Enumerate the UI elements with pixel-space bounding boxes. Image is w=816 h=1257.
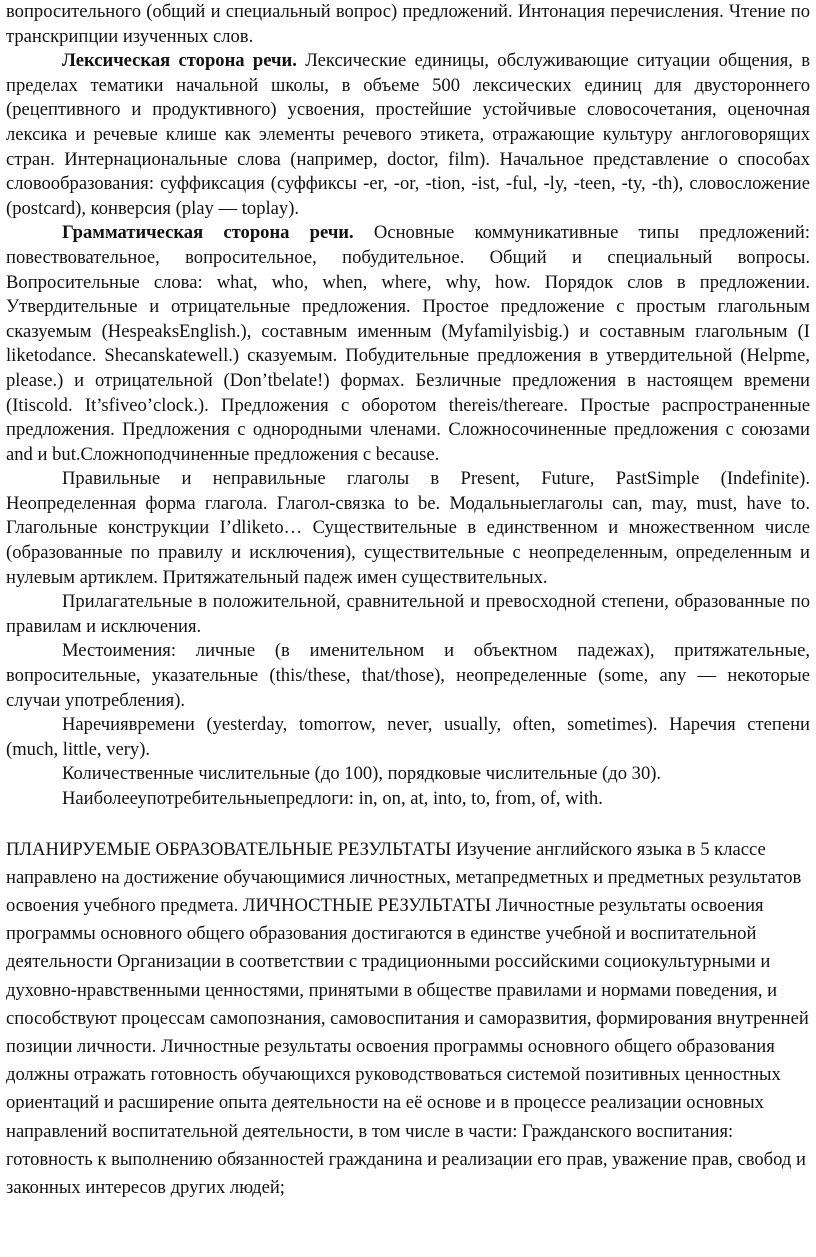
paragraph-planned-results: ПЛАНИРУЕМЫЕ ОБРАЗОВАТЕЛЬНЫЕ РЕЗУЛЬТАТЫ Изучение английского языка в 5 классе направлено на достижение обучающимися личностных, метапредметных и предметных результатов освоения учебного предмета. ЛИЧНОСТНЫЕ РЕЗУЛЬТАТЫ Личностные результаты освоения программы основного общего образования достигаются в единстве учебной и воспитательной деятельности Организации в соответствии с традиционными российскими социокультурными и духовно-нравственными ценностями, принятыми в обществе правилами и нормами поведения, и способствуют процессам самопознания, самовоспитания и саморазвития, формирования внутренней позиции личности. Личностные результаты освоения программы основного общего образования должны отражать готовность обучающихся руководствоваться системой позитивных ценностных ориентаций и расширение опыта деятельности на её основе и в процессе реализации основных направлений воспитательной деятельности, в том числе в части: Гражданского воспитания: готовность к выполнению обязанностей гражданина и реализации его прав, уважение прав, свобод и законных интересов других людей; bbox=[6, 838, 809, 1199]
text-lexical: Лексические единицы, обслуживающие ситуации общения, в пределах тематики начальной школы, в объеме 500 лексических единиц для двустороннего (рецептивного и продуктивного) усвоения, простейшие устойчивые словосочетания, оценочная лексика и речевые клише как элементы речевого этикета, отражающие культуру англоговорящих стран. Интернациональные слова (например, doctor, film). Начальное представление о способах словообразования: суффиксация (суффиксы -er, -or, -tion, -ist, -ful, -ly, -teen, -ty, -th), словосложение (postcard), конверсия (play — toplay). bbox=[6, 50, 810, 219]
program-content-section bbox=[6, 0, 810, 812]
paragraph-intonation: вопросительного (общий и специальный вопрос) предложений. Интонация перечисления. Чтение по транскрипции изученных слов. bbox=[6, 1, 810, 47]
heading-lexical: Лексическая сторона речи. bbox=[62, 50, 297, 72]
section-spacer bbox=[6, 812, 810, 836]
paragraph-lexical bbox=[6, 49, 810, 221]
planned-results-section bbox=[6, 836, 810, 1203]
paragraph-numerals: Количественные числительные (до 100), порядковые числительные (до 30). bbox=[62, 763, 662, 785]
paragraph-adverbs: Наречиявремени (yesterday, tomorrow, never, usually, often, sometimes). Наречия степени (much, little, very). bbox=[6, 714, 810, 760]
paragraph-prepositions: Наиболееупотребительныепредлоги: in, on, at, into, to, from, of, with. bbox=[62, 788, 603, 809]
heading-grammar: Грамматическая сторона речи. bbox=[62, 222, 354, 244]
paragraph-verbs: Правильные и неправильные глаголы в Present, Future, PastSimple (Indefinite). Неопределенная форма глагола. Глагол-связка to be. Модальныеглаголы can, may, must, have to. Глагольные конструкции I’dliketo… Существительные в единственном и множественном числе (образованные по правилу и исключения), существительные с неопределенным, определенным и нулевым артиклем. Притяжательный падеж имен существительных. bbox=[6, 468, 810, 588]
paragraph-adjectives: Прилагательные в положительной, сравнительной и превосходной степени, образованные по правилам и исключения. bbox=[6, 591, 810, 637]
paragraph-grammar bbox=[6, 221, 810, 467]
paragraph-pronouns: Местоимения: личные (в именительном и объектном падежах), притяжательные, вопросительные, указательные (this/these, that/those), неопределенные (some, any — некоторые случаи употребления). bbox=[6, 640, 810, 711]
text-grammar: Основные коммуникативные типы предложений: повествовательное, вопросительное, побудительное. Общий и специальный вопросы. Вопросительные слова: what, who, when, where, why, how. Порядок слов в предложении. Утвердительные и отрицательные предложения. Простое предложение с простым глагольным сказуемым (HespeaksEnglish.), составным именным (Myfamilyisbig.) и составным глагольным (I liketodance. Shecanskatewell.) сказуемым. Побудительные предложения в утвердительной (Helpme, please.) и отрицательной (Don’tbelate!) формах. Безличные предложения в настоящем времени (Itiscold. It’sfiveo’clock.). Предложения с оборотом thereis/thereare. Простые распространенные предложения. Предложения с однородными членами. Сложносочиненные предложения с союзами and и but.Сложноподчиненные предложения с because. bbox=[6, 222, 810, 465]
